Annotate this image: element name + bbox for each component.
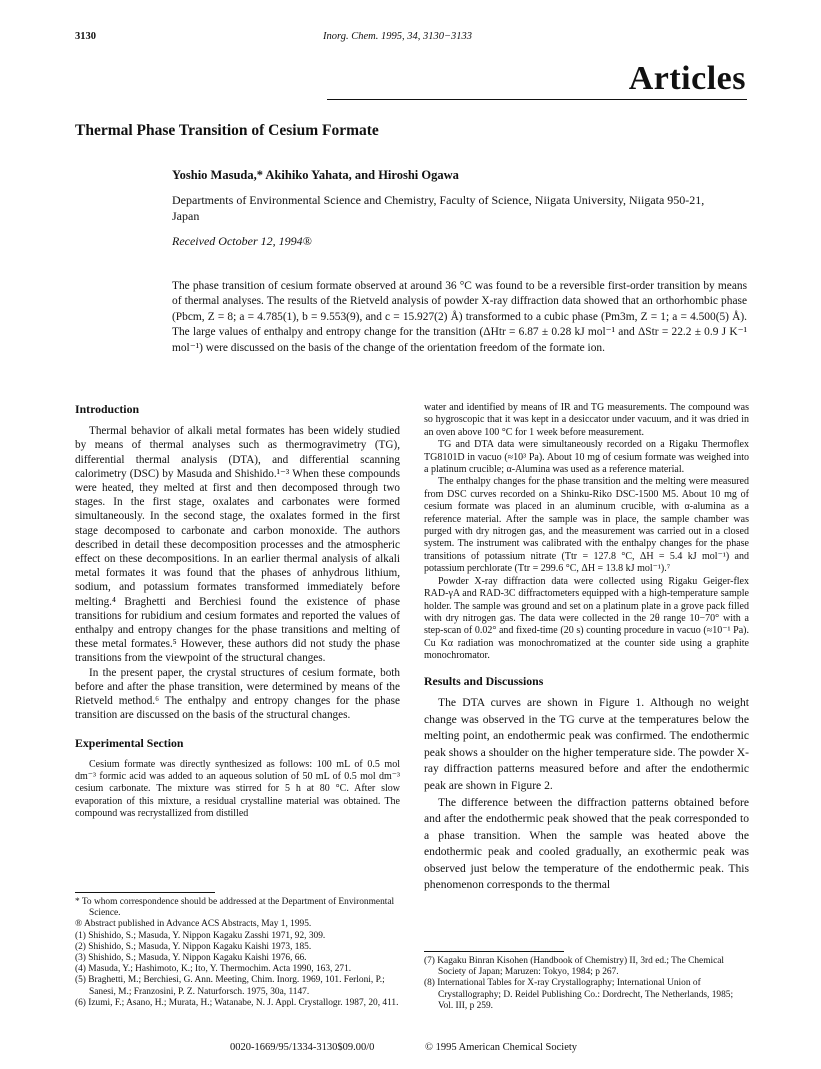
article-title: Thermal Phase Transition of Cesium Formate — [75, 122, 379, 139]
reference: (2) Shishido, S.; Masuda, Y. Nippon Kagaku Kaishi 1973, 185. — [75, 941, 312, 952]
experimental-paragraph: The enthalpy changes for the phase transition and the melting were measured from DSC curves recorded on a Shinku-Riko DSC-1500 M5. About 10 mg of cesium formate was placed in an aluminum crucible, with α-alumina as a reference material. After the sample was in place, the sample chamber was purged with dry nitrogen gas, and the measurement was carried out in a closed system. The instrument was calibrated with the enthalpy changes for the phase transitions of potassium nitrate (Ttr = 127.8 °C, ΔH = 5.4 kJ mol⁻¹) and potassium perchlorate (Ttr = 299.6 °C, ΔH = 13.8 kJ mol⁻¹).⁷ — [424, 476, 749, 575]
footnote: * To whom correspondence should be addressed at the Department of Environmental Science. — [75, 897, 395, 919]
issn-line: 0020-1669/95/1334-3130$09.00/0 — [230, 1042, 375, 1053]
left-footnotes — [75, 897, 400, 1009]
reference: (8) International Tables for X-ray Crystallography; International Union of Crystallography; D. Reidel Publishing Co.: Dordrecht, The Netherlands, 1985; Vol. III, p 259. — [424, 978, 734, 1011]
results-paragraph: The DTA curves are shown in Figure 1. Although no weight change was observed in the TG curve at the temperatures below the melting point, an endothermic peak was confirmed. The endothermic peak shows a shoulder on the higher temperature side. The powder X-ray diffraction patterns measured before and after the endothermic peak are shown in Figure 2. — [424, 695, 749, 792]
left-column — [75, 402, 400, 821]
reference: (4) Masuda, Y.; Hashimoto, K.; Ito, Y. Thermochim. Acta 1990, 163, 271. — [75, 964, 352, 975]
reference: (1) Shishido, S.; Masuda, Y. Nippon Kagaku Zasshi 1971, 92, 309. — [75, 930, 326, 941]
reference: (7) Kagaku Binran Kisohen (Handbook of Chemistry) II, 3rd ed.; The Chemical Society of Japan; Maruzen: Tokyo, 1984; p 267. — [424, 956, 725, 978]
reference: (5) Braghetti, M.; Berchiesi, G. Ann. Meeting, Chim. Inorg. 1969, 101. Ferloni, P.; Sanesi, M.; Franzosini, P. Z. Naturforsch. 1975, 30a, 1147. — [75, 975, 385, 997]
page-number: 3130 — [75, 31, 96, 42]
right-footnotes — [424, 956, 749, 1012]
results-heading: Results and Discussions — [424, 673, 544, 688]
journal-citation: Inorg. Chem. 1995, 34, 3130−3133 — [323, 31, 473, 42]
reference: (6) Izumi, F.; Asano, H.; Murata, H.; Watanabe, N. J. Appl. Crystallogr. 1987, 20, 411. — [75, 997, 399, 1008]
experimental-heading: Experimental Section — [75, 736, 184, 751]
reference: (3) Shishido, S.; Masuda, Y. Nippon Kagaku Kaishi 1976, 66. — [75, 953, 307, 964]
experimental-paragraph: water and identified by means of IR and TG measurements. The compound was so hygroscopic that it was kept in a desiccator under vacuum, and it was dried in an oven above 100 °C for 1 week before measurement. — [424, 402, 749, 438]
experimental-paragraph: Powder X-ray diffraction data were collected using Rigaku Geiger-flex RAD-γA and RAD-3C diffractometers equipped with a high-temperature sample holder. The sample was ground and set on a platinum plate in a grove pack filled with dry nitrogen gas. The data were collected in the 2θ range 10−70° with a step-scan of 0.02° and fixed-time (20 s) counting procedure in vacuo (≈10⁻¹ Pa). Cu Kα radiation was monochromatized at the counter side using a graphite monochromator. — [424, 575, 749, 662]
footnote-rule — [75, 892, 215, 893]
experimental-paragraph: TG and DTA data were simultaneously recorded on a Rigaku Thermoflex TG8101D in vacuo (≈10³ Pa). About 10 mg of cesium formate was weighed into a platinum crucible; α-Alumina was used as a reference material. — [424, 439, 749, 476]
introduction-paragraph: In the present paper, the crystal structures of cesium formate, both before and after the phase transition, were determined by means of the Rietveld method.⁶ The enthalpy and entropy changes for the phase transition are discussed on the basis of the structural changes. — [75, 666, 400, 722]
footnote-rule — [424, 951, 564, 952]
author-list: Yoshio Masuda,* Akihiko Yahata, and Hiroshi Ogawa — [172, 168, 459, 182]
footnote: ® Abstract published in Advance ACS Abstracts, May 1, 1995. — [75, 919, 312, 930]
introduction-paragraph: Thermal behavior of alkali metal formates has been widely studied by means of thermal analyses such as thermogravimetry (TG), differential thermal analysis (DTA), and differential scanning calorimetry (DSC) by Masuda and Shishido.¹⁻³ When these compounds were heated, they melted at first and then decomposed through two stages. In the first stage, oxalates and carbonates were formed simultaneously. In the second stage, the oxalates formed in the first stage decomposed to carbonate and carbon monoxide. The authors described in detail these decomposition processes and the atmospheric effect on these decompositions. In an earlier thermal analysis of alkali metal formates it was found that the phases of anhydrous lithium, sodium, and potassium formates transformed immediately before melting.⁴ Braghetti and Berchiesi found the existence of phase transitions for rubidium and cesium formates and reported the values of enthalpy and entropy changes for the phase transitions and melting of these metal formates.⁵ However, these authors did not study the phase transitions from the viewpoint of the structural changes. — [75, 425, 400, 665]
copyright-line: © 1995 American Chemical Society — [425, 1042, 578, 1053]
banner-rule — [327, 99, 747, 100]
introduction-heading: Introduction — [75, 402, 140, 416]
experimental-paragraph: Cesium formate was directly synthesized as follows: 100 mL of 0.5 mol dm⁻³ formic acid was added to an aqueous solution of 50 mL of 0.5 mol dm⁻³ cesium carbonate. The mixture was stirred for 5 h at 80 °C. After slow evaporation of this mixture, a residual crystalline material was obtained. The compound was recrystallized from distilled — [75, 758, 400, 820]
abstract: The phase transition of cesium formate observed at around 36 °C was found to be a reversible first-order transition by means of thermal analyses. The results of the Rietveld analysis of powder X-ray diffraction data showed that an orthorhombic phase (Pbcm, Z = 8; a = 4.785(1), b = 9.553(9), and c = 15.927(2) Å) transformed to a cubic phase (Pm3m, Z = 1; a = 4.500(5) Å). The large values of enthalpy and entropy change for the transition (ΔHtr = 6.87 ± 0.28 kJ mol⁻¹ and ΔStr = 22.2 ± 0.9 J K⁻¹ mol⁻¹) were discussed on the basis of the change of the orientation freedom of the formate ion. — [172, 280, 747, 354]
section-banner: Articles — [628, 60, 746, 97]
results-paragraph: The difference between the diffraction patterns obtained before and after the endothermic peak showed that the peak corresponded to a phase transition. When the sample was heated above the endothermic peak and cooled gradually, an exothermic peak was observed just below the temperature of the endothermic peak. This phenomenon corresponds to the thermal — [424, 795, 749, 892]
received-date: Received October 12, 1994® — [172, 234, 312, 248]
affiliation: Departments of Environmental Science and Chemistry, Faculty of Science, Niigata University, Niigata 950-21, Japan — [172, 193, 705, 223]
right-column — [424, 402, 749, 894]
